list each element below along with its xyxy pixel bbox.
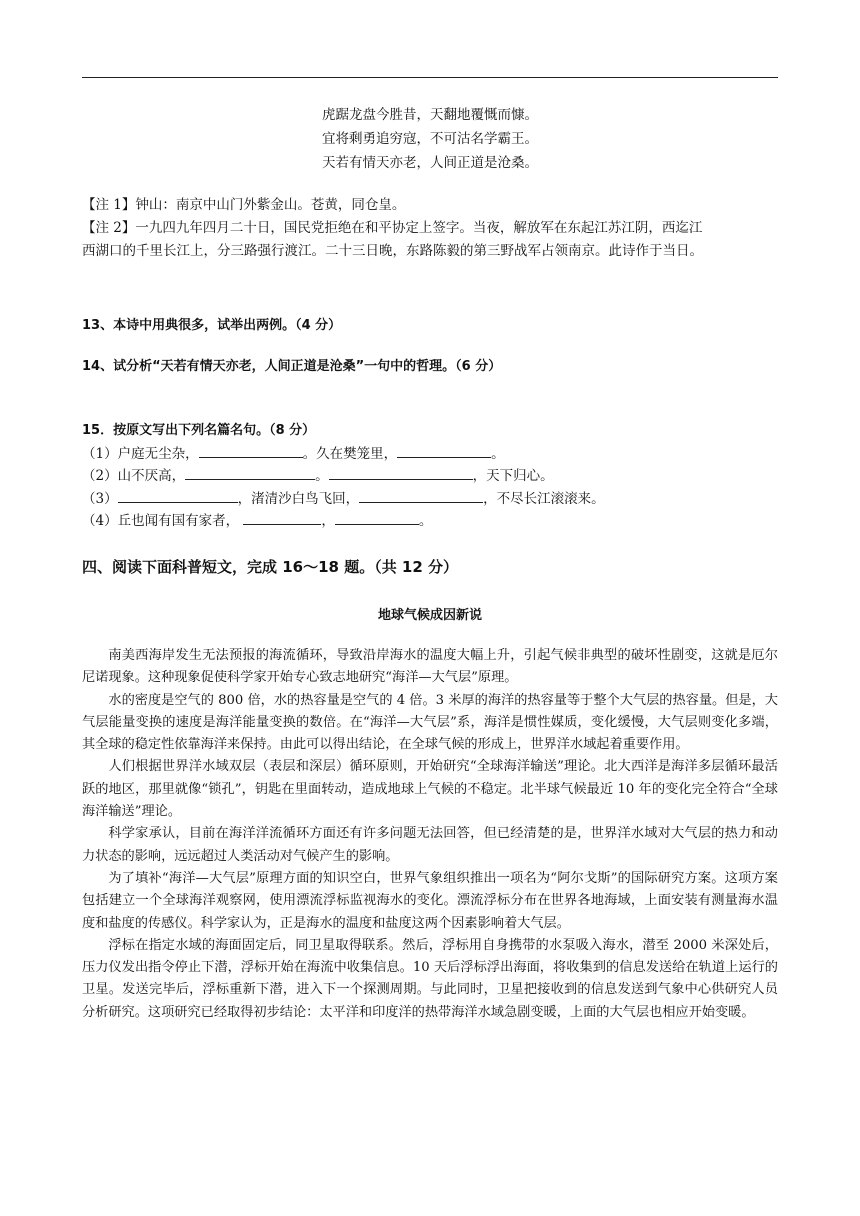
q15-item-2-text-a: （2）山不厌高，	[82, 468, 186, 484]
q15-item-2-text-c: ，天下归心。	[472, 468, 554, 484]
q15-item-1-text-b: 。久在樊笼里，	[302, 445, 398, 462]
notes	[82, 194, 778, 263]
poem-line-2: 宜将剩勇追穷寇，不可沽名学霸王。	[322, 131, 538, 147]
q15-item-1	[82, 443, 778, 466]
question-14: 14、试分析“天若有情天亦老，人间正道是沧桑”一句中的哲理。（6 分）	[82, 359, 502, 374]
q15-item-3-text-a: （3）	[82, 490, 118, 507]
question-13: 13、本诗中用典很多，试举出两例。（4 分）	[82, 318, 342, 333]
answer-blank[interactable]	[359, 488, 483, 503]
q15-item-3	[82, 488, 778, 511]
answer-blank[interactable]	[118, 488, 238, 503]
q15-item-1-text-a: （1）户庭无尘杂，	[82, 445, 199, 462]
poem	[82, 103, 778, 175]
q15-item-4-text-b: ，	[321, 513, 335, 529]
poem-line-1: 虎踞龙盘今胜昔，天翻地覆慨而慷。	[322, 107, 538, 123]
q15-item-4	[82, 510, 778, 533]
article-paragraph: 为了填补“海洋—大气层”原理方面的知识空白，世界气象组织推出一项名为“阿尔戈斯”的国际研究方案。这项方案包括建立一个全球海洋观察网，使用漂流浮标监视海水的变化。漂流浮标分布在世界各地海域，上面安装有测量海水温度和盐度的传感仪。科学家认为，正是海水的温度和盐度这两个因素影响着大气层。	[82, 870, 778, 931]
q15-item-2	[82, 465, 778, 488]
article-paragraph: 浮标在指定水域的海面固定后，同卫星取得联系。然后，浮标用自身携带的水泵吸入海水，潜至 2000 米深处后，压力仪发出指令停止下潜，浮标开始在海流中收集信息。10 天后浮标浮出海面，将收集到的信息发送给在轨道上运行的卫星。发送完毕后，浮标重新下潜，进入下一个探测周期。与此同时，卫星把接收到的信息发送到气象中心供研究人员分析研究。这项研究已经取得初步结论：太平洋和印度洋的热带海洋水域急剧变暖，上面的大气层也相应开始变暖。	[82, 937, 778, 1020]
q15-item-3-text-b: ，渚清沙白鸟飞回，	[237, 490, 360, 507]
poem-line-3: 天若有情天亦老，人间正道是沧桑。	[322, 155, 538, 171]
section-4-heading: 四、阅读下面科普短文，完成 16～18 题。（共 12 分）	[82, 558, 459, 576]
answer-blank[interactable]	[397, 443, 491, 458]
answer-blank[interactable]	[243, 510, 321, 525]
question-15-head: 15．按原文写出下列名篇名句。（8 分）	[82, 423, 316, 438]
answer-blank[interactable]	[335, 510, 419, 525]
article-paragraph: 人们根据世界洋水域双层（表层和深层）循环原则，开始研究“全球海洋输送”理论。北大西洋是海洋多层循环最活跃的地区，那里就像“锁孔”，钥匙在里面转动，造成地球上气候的不稳定。北半球气候最近 10 年的变化完全符合“全球海洋输送”理论。	[82, 759, 778, 820]
question-15	[82, 420, 778, 533]
article-body	[82, 645, 778, 1024]
top-rule	[82, 77, 778, 78]
article-paragraph: 南美西海岸发生无法预报的海流循环，导致沿岸海水的温度大幅上升，引起气候非典型的破坏性剧变，这就是厄尔尼诺现象。这种现象促使科学家开始专心致志地研究“海洋—大气层”原理。	[82, 648, 778, 686]
article-paragraph: 科学家承认，目前在海洋洋流循环方面还有许多问题无法回答，但已经清楚的是，世界洋水域对大气层的热力和动力状态的影响，远远超过人类活动对气候产生的影响。	[82, 826, 778, 864]
q15-item-3-text-c: ，不尽长江滚滚来。	[483, 490, 605, 507]
q15-item-1-text-c: 。	[491, 445, 505, 462]
answer-blank[interactable]	[199, 443, 303, 458]
article-title: 地球气候成因新说	[377, 608, 482, 623]
note-2-line-2: 西湖口的千里长江上，分三路强行渡江。二十三日晚，东路陈毅的第三野战军占领南京。此诗作于当日。	[82, 243, 703, 259]
note-2-line-1: 【注 2】一九四九年四月二十日，国民党拒绝在和平协定上签字。当夜，解放军在东起江苏江阴，西迄江	[82, 220, 703, 236]
answer-blank[interactable]	[329, 465, 473, 480]
answer-blank[interactable]	[185, 465, 315, 480]
q15-item-4-text-c: 。	[418, 513, 433, 529]
note-1: 【注 1】钟山：南京中山门外紫金山。苍黄，同仓皇。	[82, 197, 406, 213]
article-paragraph: 水的密度是空气的 800 倍，水的热容量是空气的 4 倍。3 米厚的海洋的热容量等于整个大气层的热容量。但是，大气层能量变换的速度是海洋能量变换的数倍。在“海洋—大气层”系，海洋是惯性媒质，变化缓慢，大气层则变化多端，其全球的稳定性依靠海洋来保持。由此可以得出结论，在全球气候的形成上，世界洋水域起着重要作用。	[82, 692, 778, 753]
q15-item-2-text-b: 。	[315, 468, 329, 484]
q15-item-4-text-a: （4）丘也闻有国有家者，	[82, 513, 240, 529]
